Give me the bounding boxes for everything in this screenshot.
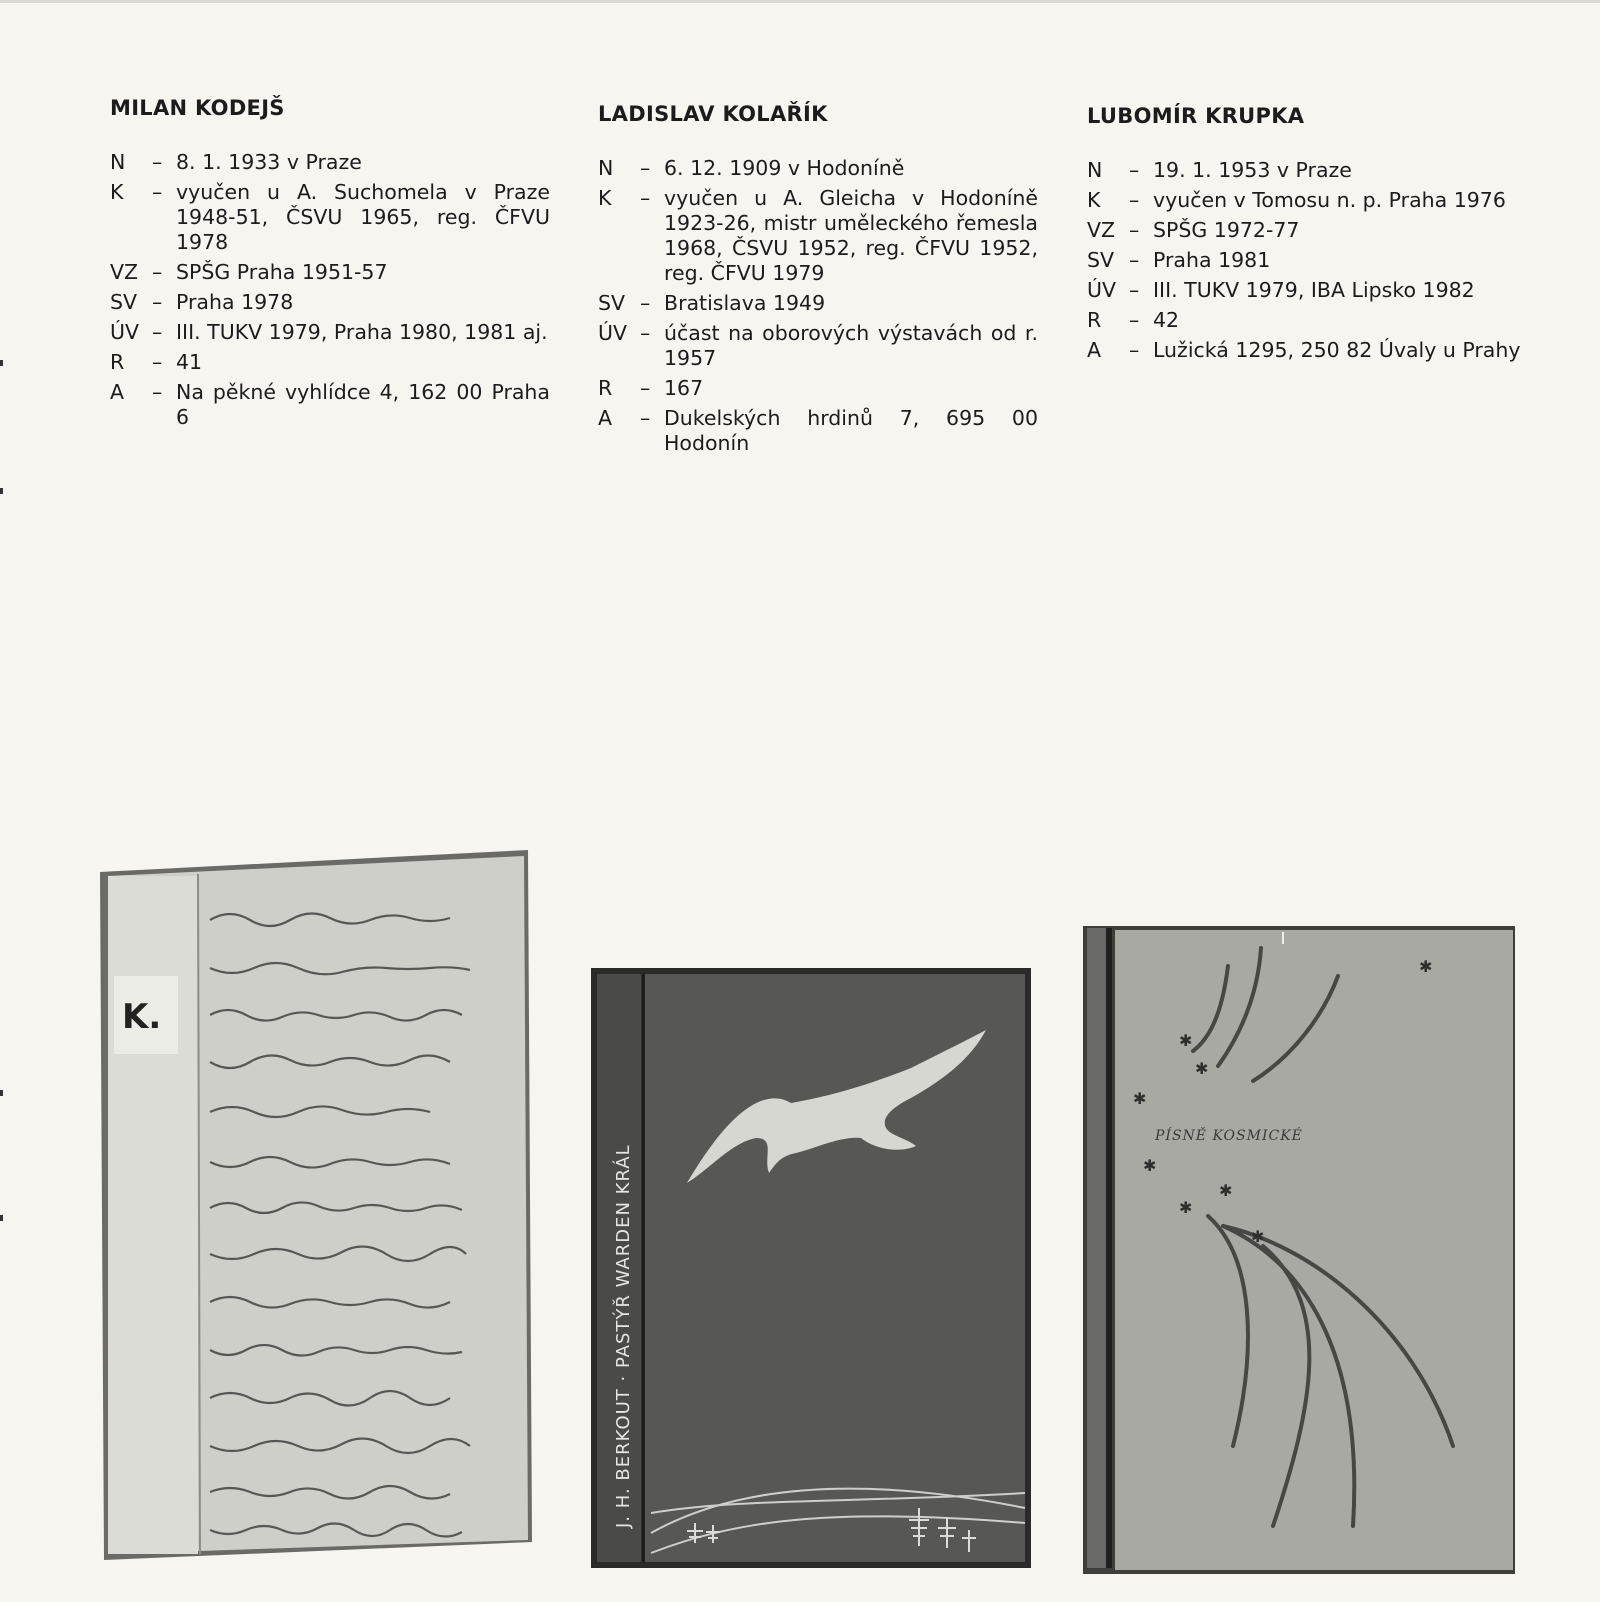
- entry-sv: SV – Praha 1978: [110, 290, 294, 314]
- entry-r: R – 41: [110, 350, 203, 374]
- entry-r: R – 42: [1087, 308, 1180, 332]
- book-title: PÍSNĚ KOSMICKÉ: [1155, 1128, 1303, 1144]
- artist-column-kodejs: [110, 96, 550, 435]
- entry-vz: VZ – SPŠG 1972-77: [1087, 218, 1300, 242]
- book-photo-gull: [591, 968, 1031, 1568]
- artist-name: LUBOMÍR KRUPKA: [1087, 104, 1305, 128]
- page-top-edge: [0, 0, 1600, 3]
- entry-sv: SV – Bratislava 1949: [598, 291, 826, 315]
- entry-a: A – Lužická 1295, 250 82 Úvaly u Prahy: [1087, 338, 1521, 362]
- artist-column-kolarik: [598, 102, 1038, 461]
- entry-k: K – vyučen u A. Gleicha v Hodoníně 1923-26, mistr uměleckého řemesla 1968, ČSVU 1952, reg. ČFVU 1952, reg. ČFVU 1979: [598, 186, 1038, 285]
- svg-text:✱: ✱: [1195, 1059, 1209, 1078]
- svg-text:✱: ✱: [1219, 1181, 1233, 1200]
- svg-text:✱: ✱: [1179, 1031, 1193, 1050]
- entry-uv: ÚV – III. TUKV 1979, IBA Lipsko 1982: [1087, 278, 1475, 302]
- entry-n: N – 6. 12. 1909 v Hodoníně: [598, 156, 905, 180]
- spine-letter: K.: [122, 997, 162, 1037]
- svg-text:✱: ✱: [1143, 1156, 1157, 1175]
- spine-text: J. H. BERKOUT · PASTÝŘ WARDEN KRÁL: [613, 1144, 634, 1528]
- svg-text:✱: ✱: [1419, 957, 1433, 976]
- artist-name: MILAN KODEJŠ: [110, 96, 285, 120]
- entry-k: K – vyučen u A. Suchomela v Praze 1948-51, ČSVU 1965, reg. ČFVU 1978: [110, 180, 550, 254]
- entry-a: A – Na pěkné vyhlídce 4, 162 00 Praha 6: [110, 380, 550, 429]
- entry-sv: SV – Praha 1981: [1087, 248, 1271, 272]
- book-photo-pisne-kosmicke: [1083, 926, 1515, 1574]
- entry-k: K – vyučen v Tomosu n. p. Praha 1976: [1087, 188, 1506, 212]
- book-photo-manuscript: [100, 850, 534, 1560]
- artist-name: LADISLAV KOLAŘÍK: [598, 102, 828, 126]
- entry-n: N – 19. 1. 1953 v Praze: [1087, 158, 1352, 182]
- entry-vz: VZ – SPŠG Praha 1951-57: [110, 260, 388, 284]
- svg-text:✱: ✱: [1179, 1198, 1193, 1217]
- svg-text:✱: ✱: [1251, 1227, 1265, 1246]
- entry-uv: ÚV – účast na oborových výstavách od r. 1957: [598, 321, 1038, 370]
- artist-column-krupka: [1087, 104, 1527, 368]
- entry-uv: ÚV – III. TUKV 1979, Praha 1980, 1981 aj.: [110, 320, 548, 344]
- entry-n: N – 8. 1. 1933 v Praze: [110, 150, 362, 174]
- svg-text:✱: ✱: [1133, 1089, 1147, 1108]
- entry-r: R – 167: [598, 376, 704, 400]
- entry-a: A – Dukelských hrdinů 7, 695 00 Hodonín: [598, 406, 1038, 455]
